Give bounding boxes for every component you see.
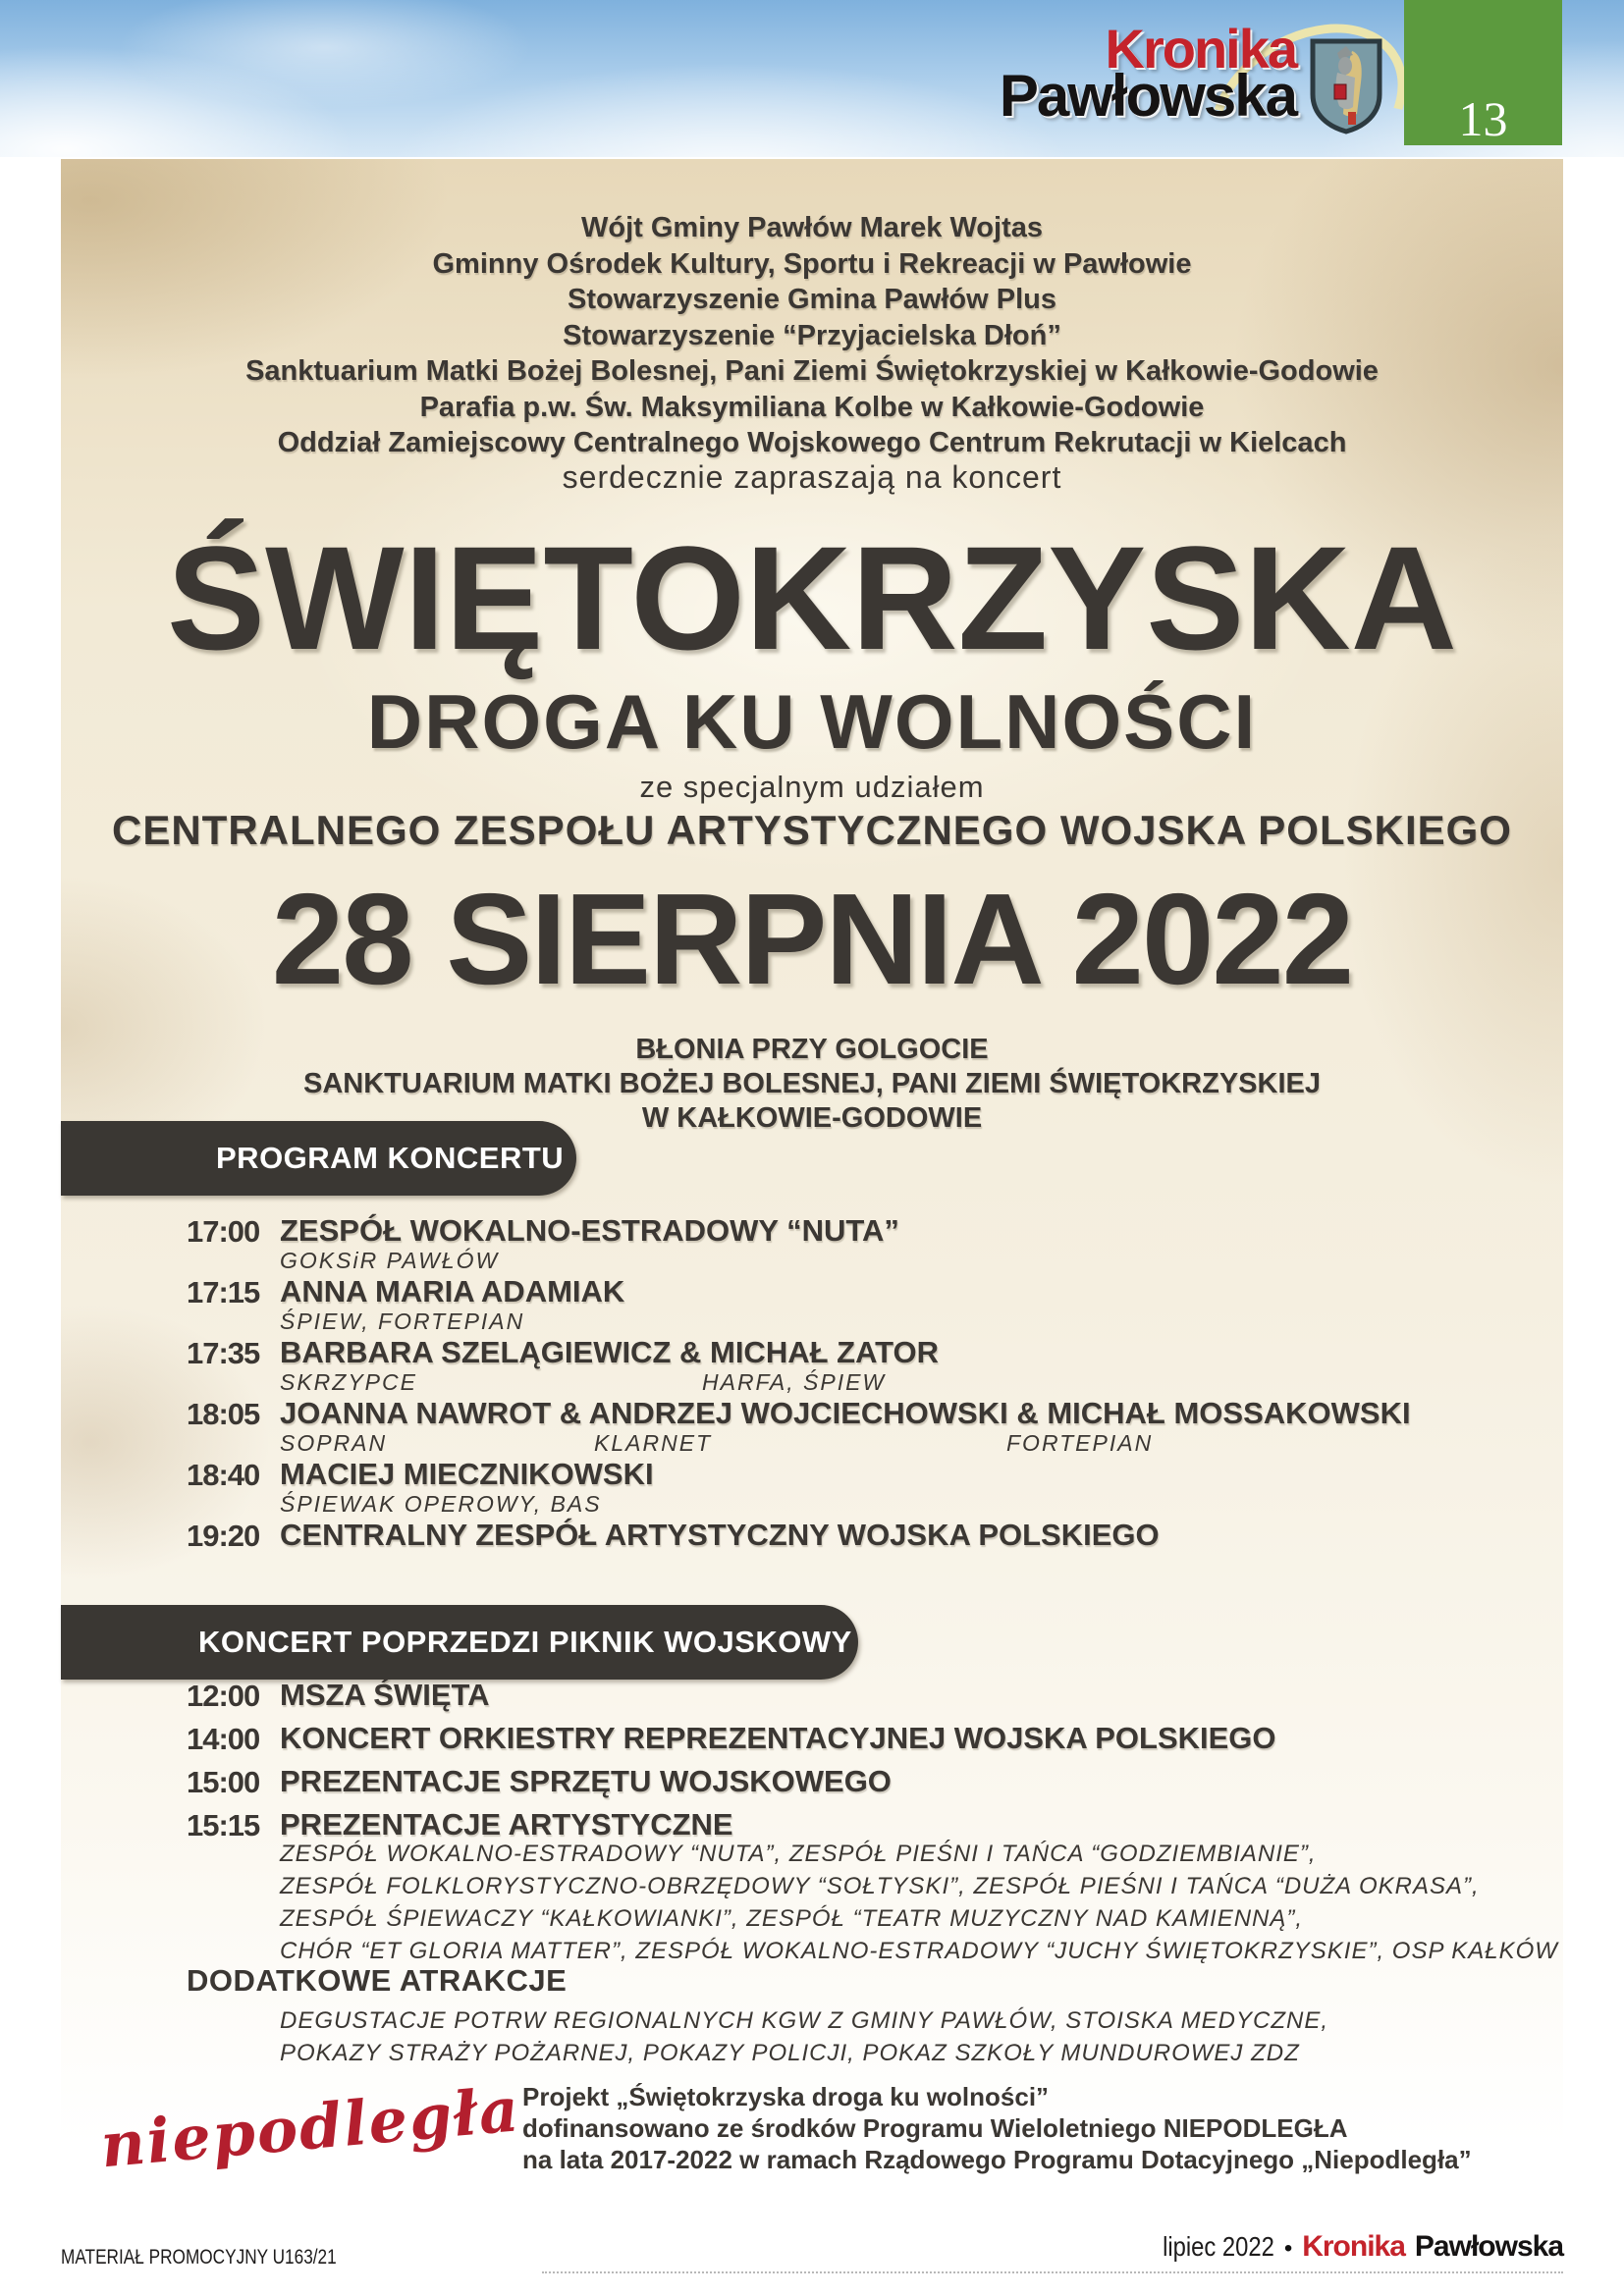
funding-line: dofinansowano ze środków Programu Wieloletniego NIEPODLEGŁA — [522, 2113, 1348, 2143]
organizer-line: Sanktuarium Matki Bożej Bolesnej, Pani Ziemi Świętokrzyskiej w Kałkowie-Godowie — [245, 355, 1379, 387]
funding-text — [522, 2081, 1472, 2175]
funding-section — [97, 2072, 1524, 2181]
picnic-time: 14:00 — [187, 1722, 260, 1756]
picnic-item — [187, 1722, 1502, 1765]
artistic-presentation-details — [280, 1838, 1558, 1967]
picnic-item — [187, 1679, 1502, 1722]
invitation-line: serdecznie zapraszają na koncert — [562, 459, 1062, 495]
detail-line: ZESPÓŁ ŚPIEWACZY “KAŁKOWIANKI”, ZESPÓŁ “TEATR MUZYCZNY NAD KAMIENNĄ”, — [280, 1905, 1304, 1932]
program-role: KLARNET — [594, 1430, 713, 1456]
program-item — [187, 1519, 1502, 1579]
footer-brand-kronika: Kronika — [1302, 2230, 1405, 2263]
picnic-item — [187, 1765, 1502, 1808]
program-role: GOKSiR PAWŁÓW — [280, 1248, 500, 1273]
detail-line: ZESPÓŁ FOLKLORYSTYCZNO-OBRZĘDOWY “SOŁTYSKI”, ZESPÓŁ PIEŚNI I TAŃCA “DUŻA OKRASA”, — [280, 1873, 1480, 1899]
footer-promo-note: MATERIAŁ PROMOCYJNY U163/21 — [61, 2246, 337, 2269]
program-item — [187, 1214, 1502, 1275]
picnic-section-badge — [61, 1605, 858, 1680]
coat-of-arms-icon — [1309, 37, 1383, 135]
organizer-line: Gminny Ośrodek Kultury, Sportu i Rekreacji w Pawłowie — [432, 247, 1192, 280]
page-number-box — [1404, 0, 1562, 145]
program-role: ŚPIEWAK OPEROWY, BAS — [280, 1491, 602, 1517]
program-item — [187, 1336, 1502, 1397]
program-title: MACIEJ MIECZNIKOWSKI — [280, 1457, 654, 1491]
organizer-line: Stowarzyszenie Gmina Pawłów Plus — [568, 284, 1056, 315]
picnic-title: MSZA ŚWIĘTA — [280, 1678, 490, 1712]
special-guest-name: CENTRALNEGO ZESPOŁU ARTYSTYCZNEGO WOJSKA POLSKIEGO — [112, 807, 1512, 853]
program-time: 18:40 — [187, 1458, 260, 1492]
organizer-line: Oddział Zamiejscowy Centralnego Wojskowego Centrum Rekrutacji w Kielcach — [277, 427, 1347, 458]
program-time: 17:35 — [187, 1336, 260, 1370]
program-title: ZESPÓŁ WOKALNO-ESTRADOWY “NUTA” — [280, 1213, 899, 1248]
program-badge-label: PROGRAM KONCERTU — [216, 1141, 565, 1175]
funding-line: Projekt „Świętokrzyska droga ku wolności” — [522, 2082, 1050, 2111]
program-title: BARBARA SZELĄGIEWICZ & MICHAŁ ZATOR — [280, 1335, 940, 1369]
poster-title-main: ŚWIĘTOKRZYSKA — [167, 515, 1457, 680]
venue-line: W KAŁKOWIE-GODOWIE — [641, 1102, 983, 1134]
masthead — [0, 0, 1624, 157]
extras-heading: DODATKOWE ATRAKCJE — [187, 1963, 568, 1998]
program-title: ANNA MARIA ADAMIAK — [280, 1274, 625, 1308]
page-number: 13 — [1458, 91, 1508, 146]
organizer-line: Parafia p.w. Św. Maksymiliana Kolbe w Kałkowie-Godowie — [419, 391, 1205, 423]
funding-line: na lata 2017-2022 w ramach Rządowego Programu Dotacyjnego „Niepodległa” — [522, 2145, 1472, 2174]
organizer-line: Wójt Gminy Pawłów Marek Wojtas — [581, 212, 1043, 243]
extras-line: DEGUSTACJE POTRW REGIONALNYCH KGW Z GMINY PAWŁÓW, STOISKA MEDYCZNE, — [280, 2007, 1329, 2034]
logo-kronika: Kronika — [1105, 18, 1296, 80]
program-list — [187, 1214, 1502, 1579]
program-time: 17:00 — [187, 1214, 260, 1249]
poster-title-sub: DROGA KU WOLNOŚCI — [366, 678, 1258, 765]
detail-line: ZESPÓŁ WOKALNO-ESTRADOWY “NUTA”, ZESPÓŁ PIEŚNI I TAŃCA “GODZIEMBIANIE”, — [280, 1841, 1317, 1867]
picnic-time: 12:00 — [187, 1679, 260, 1713]
logo-pawlowska: Pawłowska — [999, 63, 1296, 129]
program-time: 17:15 — [187, 1275, 260, 1309]
niepodlegla-logo: niepodległa — [97, 2072, 523, 2181]
program-role: SOPRAN — [280, 1430, 388, 1456]
venue-line: BŁONIA PRZY GOLGOCIE — [635, 1034, 989, 1065]
picnic-badge-label: KONCERT POPRZEDZI PIKNIK WOJSKOWY — [198, 1625, 852, 1659]
program-role: FORTEPIAN — [1006, 1430, 1154, 1456]
event-date: 28 SIERPNIA 2022 — [271, 867, 1353, 1011]
footer-issue-info — [542, 2230, 1563, 2273]
picnic-list — [187, 1679, 1502, 1851]
program-title: JOANNA NAWROT & ANDRZEJ WOJCIECHOWSKI & MICHAŁ MOSSAKOWSKI — [280, 1396, 1411, 1430]
organizers-list — [61, 210, 1563, 461]
detail-line: CHÓR “ET GLORIA MATTER”, ZESPÓŁ WOKALNO-ESTRADOWY “JUCHY ŚWIĘTOKRZYSKIE”, OSP KAŁKÓW — [280, 1938, 1558, 1964]
newspaper-logo — [0, 18, 1296, 129]
program-time: 18:05 — [187, 1397, 260, 1431]
program-item — [187, 1458, 1502, 1519]
picnic-time: 15:00 — [187, 1765, 260, 1799]
special-guest-intro: ze specjalnym udziałem — [639, 770, 985, 804]
organizer-line: Stowarzyszenie “Przyjacielska Dłoń” — [563, 319, 1061, 351]
program-item — [187, 1397, 1502, 1458]
picnic-title: PREZENTACJE SPRZĘTU WOJSKOWEGO — [280, 1764, 892, 1798]
program-section-badge — [61, 1121, 576, 1196]
program-role: SKRZYPCE — [280, 1369, 417, 1395]
picnic-title: PREZENTACJE ARTYSTYCZNE — [280, 1807, 733, 1842]
picnic-time: 15:15 — [187, 1808, 260, 1842]
program-role: ŚPIEW, FORTEPIAN — [280, 1308, 525, 1334]
footer-bullet: • — [1283, 2235, 1293, 2262]
concert-poster — [61, 159, 1563, 2228]
footer-issue-date: lipiec 2022 — [1163, 2231, 1274, 2262]
extras-section — [187, 1963, 1502, 2069]
program-item — [187, 1275, 1502, 1336]
extras-line: POKAZY STRAŻY POŻARNEJ, POKAZY POLICJI, POKAZ SZKOŁY MUNDUROWEJ ZDZ — [280, 2040, 1300, 2066]
picnic-title: KONCERT ORKIESTRY REPREZENTACYJNEJ WOJSKA POLSKIEGO — [280, 1721, 1276, 1755]
footer-brand-pawlowska: Pawłowska — [1414, 2230, 1563, 2263]
program-time: 19:20 — [187, 1519, 260, 1553]
program-role: HARFA, ŚPIEW — [702, 1369, 887, 1395]
venue-line: SANKTUARIUM MATKI BOŻEJ BOLESNEJ, PANI ZIEMI ŚWIĘTOKRZYSKIEJ — [302, 1068, 1321, 1099]
program-title: CENTRALNY ZESPÓŁ ARTYSTYCZNY WOJSKA POLSKIEGO — [280, 1518, 1160, 1552]
